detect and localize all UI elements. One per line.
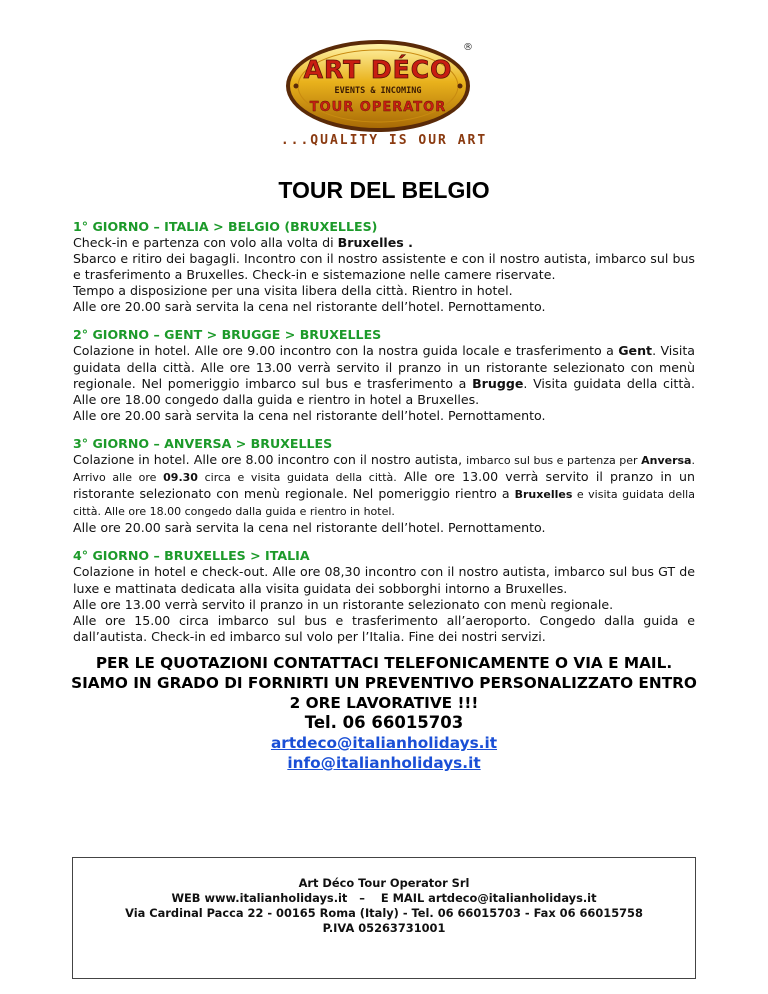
day-text: Check-in e partenza con volo alla volta di Bruxelles . Sbarco e ritiro dei bagagli. Incontro con il nostro assistente e con il nostro autista, imbarco sul bus e trasferimento a Bruxelles. Check-in e sistemazione nelle camere riservate. Tempo a disposizione per una visita libera della città. Rientro in hotel. Alle ore 20.00 sarà servita la cena nel ristorante dell’hotel. Pernottamento. <box>73 235 695 315</box>
day-heading: 2° GIORNO – GENT > BRUGGE > BRUXELLES <box>73 327 382 343</box>
footer-vat: P.IVA 05263731001 <box>322 921 446 935</box>
day-4 <box>73 547 695 644</box>
art-deco-logo <box>282 30 478 134</box>
cta-line-3: 2 ORE LAVORATIVE !!! <box>289 694 479 712</box>
logo-line1: EVENTS & INCOMING <box>334 86 422 96</box>
logo-tagline: ...QUALITY IS OUR ART <box>280 133 488 148</box>
itinerary <box>73 218 695 656</box>
footer-web-email: WEB www.italianholidays.it – E MAIL artdeco@italianholidays.it <box>171 891 597 905</box>
footer-company: Art Déco Tour Operator Srl <box>298 876 470 890</box>
day-3 <box>73 435 695 536</box>
logo-line2: TOUR OPERATOR <box>309 100 447 115</box>
day-text: Colazione in hotel. Alle ore 9.00 incontro con la nostra guida locale e trasferimento a Gent. Visita guidata della città. Alle ore 13.00 verrà servito il pranzo in un ristorante selezionato con menù regionale. Nel pomeriggio imbarco sul bus e trasferimento a Brugge. Visita guidata della città. Alle ore 18.00 congedo dalla guida e rientro in hotel a Bruxelles. Alle ore 20.00 sarà servita la cena nel ristorante dell’hotel. Pernottamento. <box>73 343 695 423</box>
day-text: Colazione in hotel. Alle ore 8.00 incontro con il nostro autista, imbarco sul bus e partenza per Anversa. Arrivo alle ore 09.30 circa e visita guidata della città. Alle ore 13.00 verrà servito il pranzo in un ristorante selezionato con menù regionale. Nel pomeriggio rientro a Bruxelles e visita guidata della città. Alle ore 18.00 congedo dalla guida e rientro in hotel. Alle ore 20.00 sarà servita la cena nel ristorante dell’hotel. Pernottamento. <box>73 451 696 536</box>
day-heading: 3° GIORNO – ANVERSA > BRUXELLES <box>73 435 333 451</box>
day-heading: 1° GIORNO – ITALIA > BELGIO (BRUXELLES) <box>73 219 378 234</box>
registered-mark: ® <box>463 42 473 53</box>
page-title: TOUR DEL BELGIO <box>278 177 490 203</box>
logo-brand: ART DÉCO <box>303 55 453 84</box>
day-heading: 4° GIORNO – BRUXELLES > ITALIA <box>73 548 310 564</box>
phone-number: Tel. 06 66015703 <box>304 713 464 732</box>
cta-line-1: PER LE QUOTAZIONI CONTATTACI TELEFONICAMENTE O VIA E MAIL. <box>95 654 673 672</box>
email-link-artdeco[interactable]: artdeco@italianholidays.it <box>270 734 498 752</box>
day-1 <box>73 218 695 315</box>
footer-box <box>72 857 696 979</box>
day-2 <box>73 326 695 423</box>
day-text: Colazione in hotel e check-out. Alle ore 08,30 incontro con il nostro autista, imbarco sul bus GT de luxe e mattinata dedicata alla visita guidata dei sobborghi intorno a Bruxelles. Alle ore 13.00 verrà servito il pranzo in un ristorante selezionato con menù regionale. Alle ore 15.00 circa imbarco sul bus e trasferimento all’aeroporto. Congedo dalla guida e dall’autista. Check-in ed imbarco sul volo per l’Italia. Fine dei nostri servizi. <box>73 564 695 644</box>
contact-callout <box>60 653 708 773</box>
footer-address: Via Cardinal Pacca 22 - 00165 Roma (Italy) - Tel. 06 66015703 - Fax 06 66015758 <box>125 906 643 920</box>
email-link-info[interactable]: info@italianholidays.it <box>287 754 481 772</box>
cta-line-2: SIAMO IN GRADO DI FORNIRTI UN PREVENTIVO PERSONALIZZATO ENTRO <box>71 674 697 692</box>
